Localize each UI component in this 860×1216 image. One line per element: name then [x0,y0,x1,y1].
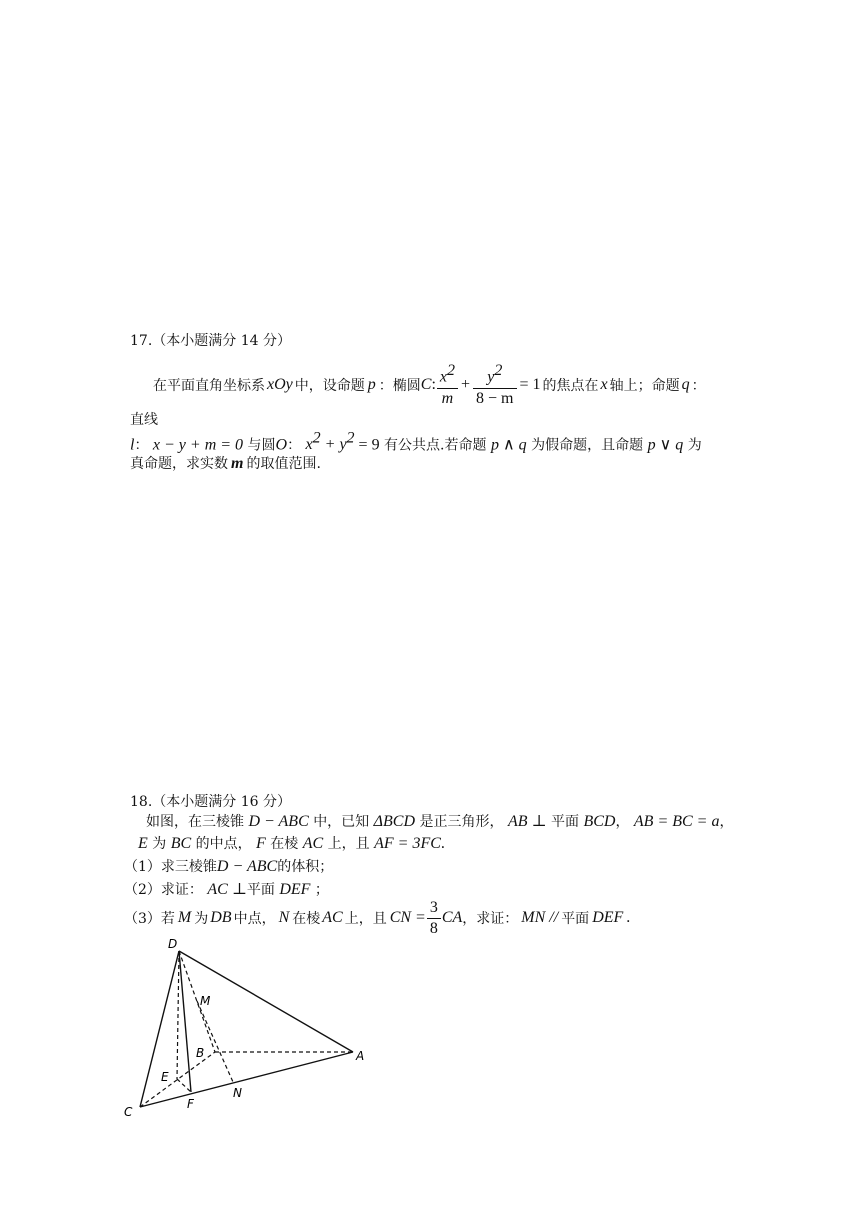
q17-line1: 在平面直角坐标系 xOy 中，设命题 p ：椭圆 C : $\frac{x^2}{m}$ + $\frac{y^2}{8 - m}$ = 1 的焦点在 x 轴上；命题 q ： [153,362,706,407]
q17-line4: 真命题，求实数 m 的取值范围. [130,455,321,472]
q18-sub3: （3）若 M 为 DB 中点， N 在棱 AC 上，且 CN = $\frac{3}{8}$ CA ，求证： MN // 平面 DEF . [124,898,631,937]
label-N: N [233,1086,242,1100]
label-D: D [168,937,178,951]
q18-heading: 18.（本小题满分 16 分） [130,794,291,810]
edge-CA [140,1052,353,1107]
q18-line2: E 为 BC 的中点， F 在棱 AC 上，且 AF = 3FC. [138,835,445,852]
edge-EF [177,1079,191,1092]
edge-DF [179,951,191,1092]
label-B: B [196,1046,205,1060]
fraction-y2-over-8-m: $\frac{y^2}{8 - m}$ [473,361,516,408]
label-F: F [187,1097,194,1111]
q17-heading: 17.（本小题满分 14 分） [130,333,291,349]
fraction-3-over-8: $\frac{3}{8}$ [427,898,441,939]
edge-MN [197,1001,233,1082]
edge-DC [140,951,179,1107]
label-A: A [356,1049,365,1063]
q18-sub1: （1）求三棱锥D − ABC的体积； [124,858,334,875]
q17-line2: 直线 [130,412,158,428]
edge-CB [140,1052,215,1107]
q18-sub2: （2）求证： AC ⊥平面 DEF ； [124,881,329,898]
fraction-x2-over-m: $\frac{x^2}{m}$ [437,361,458,408]
edge-DB [179,951,215,1052]
label-M: M [200,994,211,1008]
edge-DA [179,951,353,1052]
label-E: E [161,1070,169,1084]
edge-DE [177,951,179,1079]
label-C: C [124,1105,133,1119]
q17-line3: l： x − y + m = 0 与圆O： $x^2 + y^2 = 9$ 有公共点.若命题 p ∧ q 为假命题，且命题 p ∨ q 为 [130,430,702,454]
q18-line1: 如图，在三棱锥 D − ABC 中，已知 ΔBCD 是正三角形， AB ⊥ 平面 BCD， AB = BC = a， [146,813,734,830]
